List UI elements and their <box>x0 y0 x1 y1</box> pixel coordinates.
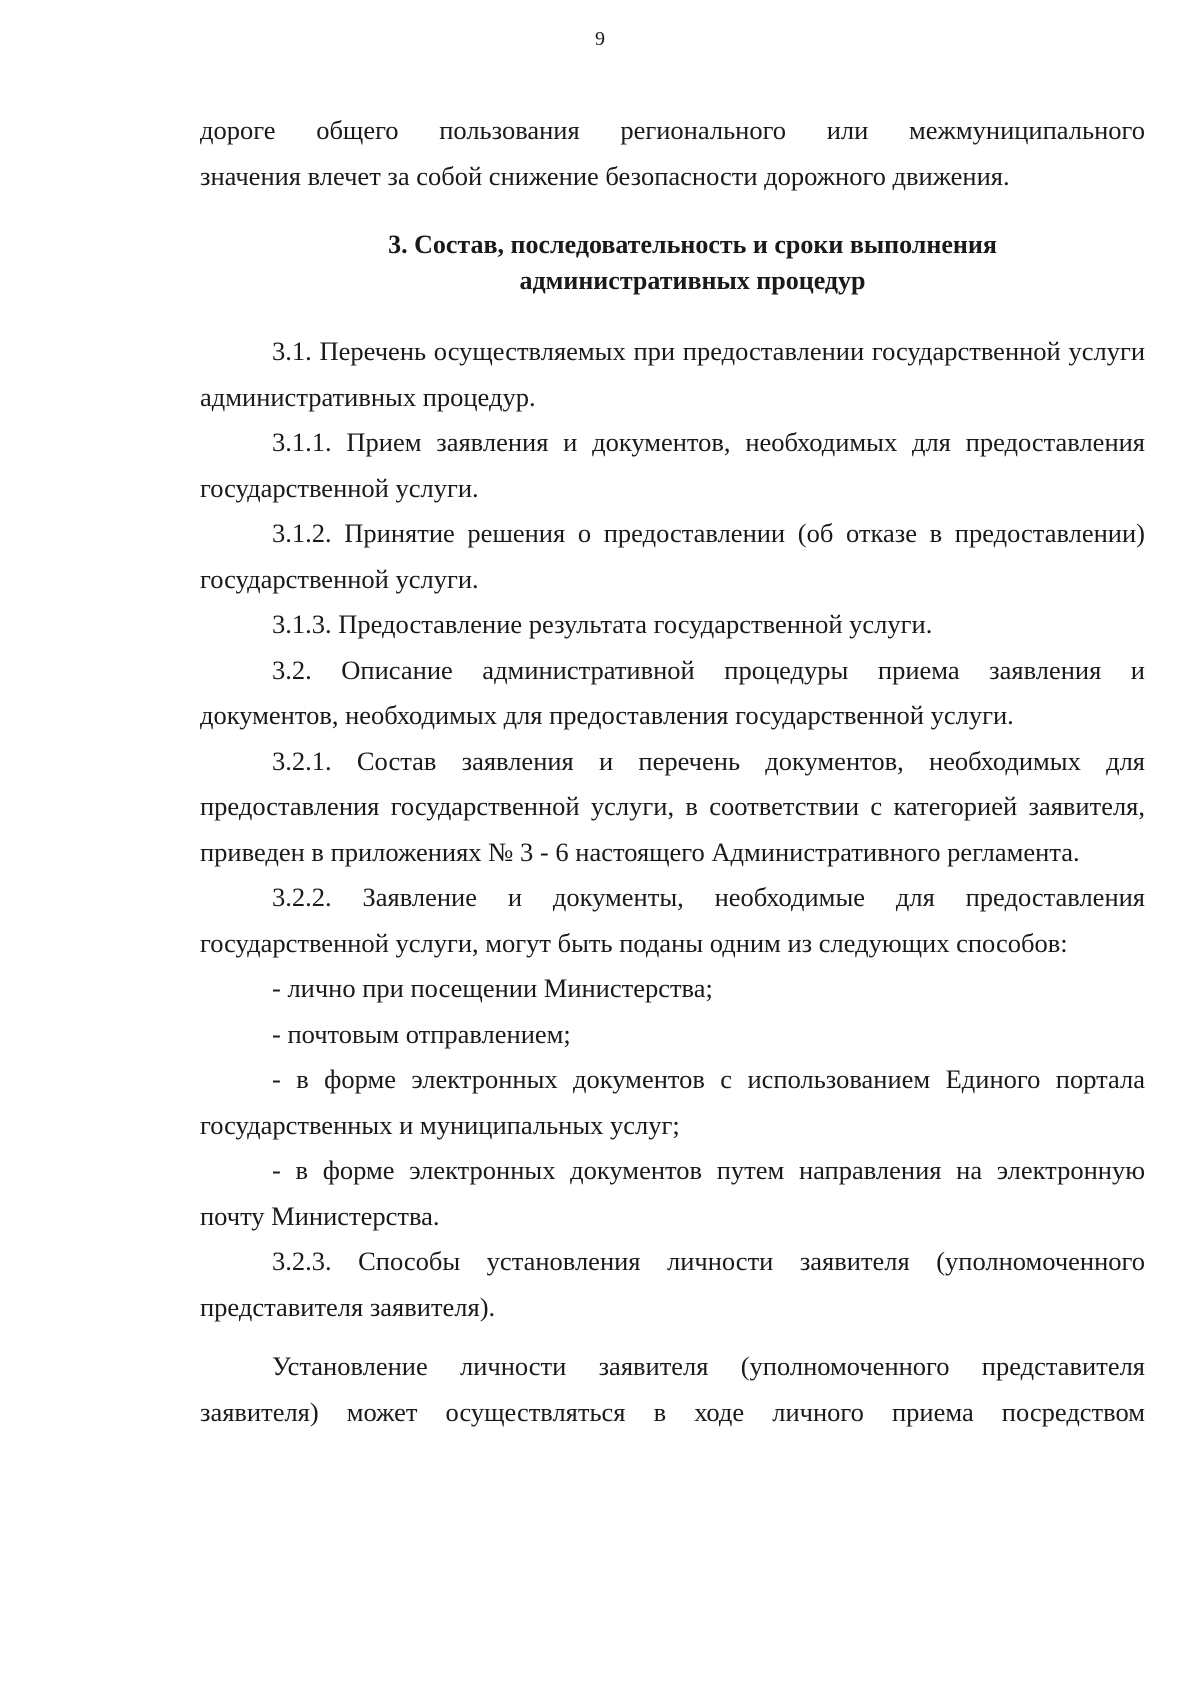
list-item-portal: - в форме электронных документов с использованием Единого портала государственных и муниципальных услуг; <box>200 1064 1145 1140</box>
section-heading-line-2: административных процедур <box>519 266 866 295</box>
continued-paragraph-line-1: дороге общего пользования регионального или межмуниципального <box>200 115 1145 145</box>
continued-paragraph-line-2: значения влечет за собой снижение безопасности дорожного движения. <box>200 160 1010 191</box>
document-body <box>200 108 1145 1435</box>
paragraph-3-1-1: 3.1.1. Прием заявления и документов, необходимых для предоставления государственной услуги. <box>200 427 1145 503</box>
section-heading-line-1: 3. Состав, последовательность и сроки выполнения <box>388 230 997 259</box>
list-item-in-person: - лично при посещении Министерства; <box>272 973 713 1003</box>
paragraph-identity-verification: Установление личности заявителя (уполномоченного представителя заявителя) может осуществляться в ходе личного приема посредством <box>200 1351 1145 1427</box>
paragraph-3-2-3: 3.2.3. Способы установления личности заявителя (уполномоченного представителя заявителя). <box>200 1246 1145 1322</box>
paragraph-3-1-3: 3.1.3. Предоставление результата государственной услуги. <box>272 609 933 639</box>
list-item-postal: - почтовым отправлением; <box>272 1018 571 1049</box>
paragraph-3-1: 3.1. Перечень осуществляемых при предоставлении государственной услуги административных процедур. <box>200 336 1145 412</box>
paragraph-3-2-1: 3.2.1. Состав заявления и перечень документов, необходимых для предоставления государственной услуги, в соответствии с категорией заявителя, приведен в приложениях № 3 - 6 настоящего Административного регламента. <box>200 745 1145 867</box>
paragraph-3-1-2: 3.1.2. Принятие решения о предоставлении (об отказе в предоставлении) государственной услуги. <box>200 518 1145 594</box>
paragraph-3-2: 3.2. Описание административной процедуры приема заявления и документов, необходимых для предоставления государственной услуги. <box>200 654 1145 730</box>
paragraph-3-2-2: 3.2.2. Заявление и документы, необходимые для предоставления государственной услуги, могут быть поданы одним из следующих способов: <box>200 882 1145 958</box>
page-number: 9 <box>595 28 605 50</box>
list-item-email: - в форме электронных документов путем направления на электронную почту Министерства. <box>200 1155 1145 1231</box>
section-heading <box>200 227 1145 299</box>
